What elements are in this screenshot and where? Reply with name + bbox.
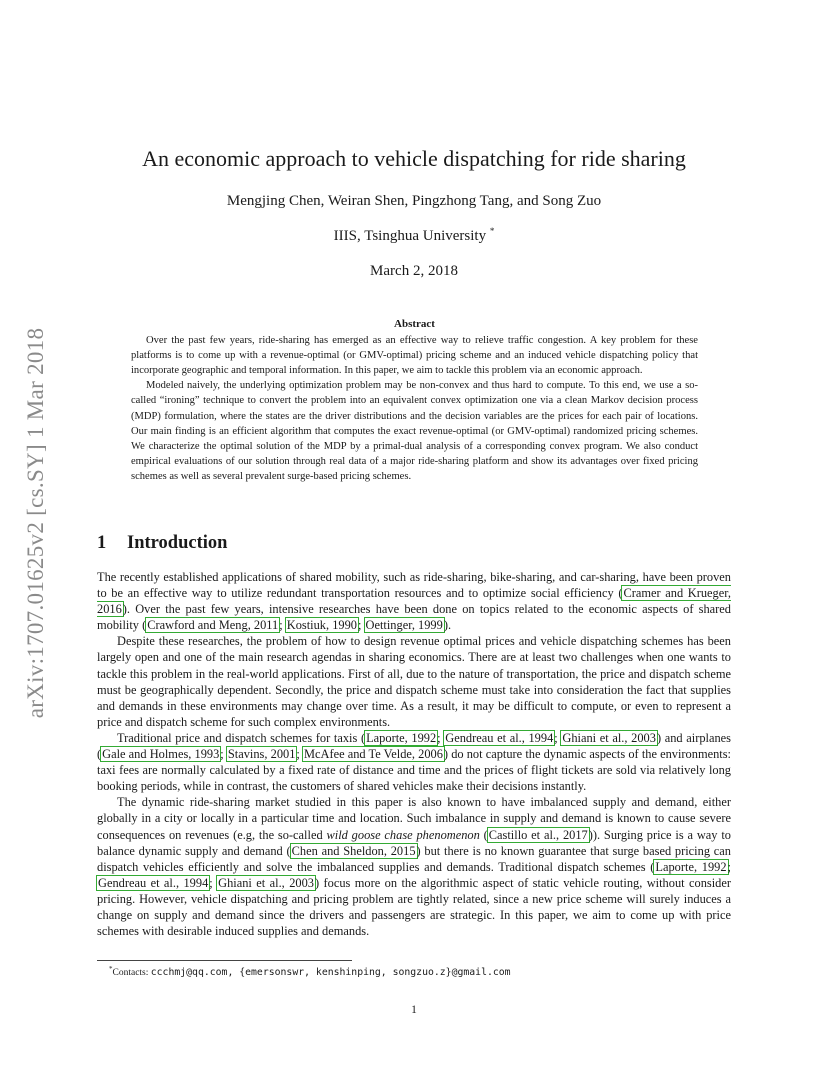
citation-link[interactable]: Ghiani et al., 2003 — [562, 730, 656, 745]
body-paragraph — [97, 730, 731, 794]
citation-link[interactable]: Oettinger, 1999 — [365, 618, 443, 633]
arxiv-identifier: arXiv:1707.01625v2 [cs.SY] 1 Mar 2018 — [23, 327, 48, 719]
citation-link[interactable]: Gale and Holmes, 1993 — [102, 747, 220, 762]
citation-separator: ; — [727, 859, 731, 874]
body-text: )). Surging price is a way to balance dynamic supply and demand ( — [97, 827, 731, 858]
body-text: ). Over the past few years, intensive researches have been done on topics related to the economic aspects of shared mobility ( — [97, 602, 731, 633]
citation-link[interactable]: Kostiuk, 1990 — [286, 618, 357, 633]
citation-separator: ; — [209, 875, 218, 890]
body-text: ) focus more on the algorithmic aspect of static vehicle routing, without consider pricing. However, vehicle dispatching and pricing problem are tightly related, since a new price scheme will surely induces a change on supply and demand since the drivers and passengers are strategic. In this paper, we aim to come up with price schemes with desirable induced supplies and demands. — [97, 875, 731, 939]
body-paragraph — [97, 569, 731, 633]
citation-separator: ; — [220, 747, 227, 762]
body-paragraph — [97, 794, 731, 939]
body-text: Traditional price and dispatch schemes for taxis ( — [117, 730, 366, 745]
paper-title: An economic approach to vehicle dispatching for ride sharing — [142, 146, 686, 171]
footnote-label: Contacts: — [112, 968, 151, 979]
citation-link[interactable]: Gendreau et al., 1994 — [445, 730, 554, 745]
affiliation-name: IIIS, Tsinghua University — [333, 228, 487, 244]
abstract-paragraph: Over the past few years, ride-sharing has emerged as an effective way to relieve traffic congestion. A key problem for these platforms is to come up with a revenue-optimal (or GMV-optimal) pricing scheme and an induced vehicle dispatching policy that incorporate geographic and temporal information. In this paper, we aim to tackle this problem via an economic approach. — [131, 335, 698, 377]
citation-separator: ; — [296, 747, 303, 762]
citation-link[interactable]: Castillo et al., 2017 — [488, 827, 588, 842]
citation-link[interactable]: Chen and Sheldon, 2015 — [291, 843, 416, 858]
abstract — [131, 317, 698, 484]
citation-link[interactable]: Crawford and Meng, 2011 — [147, 618, 279, 633]
page-number: 1 — [411, 1004, 417, 1016]
section-heading — [97, 533, 227, 554]
footnote-marker: * — [109, 965, 113, 973]
body-text: ( — [479, 827, 488, 842]
citation-link[interactable]: Gendreau et al., 1994 — [98, 875, 209, 890]
body-paragraph: Despite these researches, the problem of how to design revenue optimal prices and vehicle dispatching schemes has been largely open and one of the main research agendas in sharing economics. There are at least two challenges when one wants to tackle this problem in the real-world applications. First of all, due to the nature of transportation, the price and dispatch scheme must be geographically dependent. Secondly, the price and dispatch scheme must take into consideration the fact that supplies and demands in these environments may change over time. As a result, it may be difficult to compute, or even to represent a price and dispatch scheme for such complex environments. — [97, 634, 731, 729]
body-text: ) and airplanes ( — [97, 730, 732, 762]
body-text: The recently established applications of shared mobility, such as ride-sharing, bike-sharing, and car-sharing, have been proven to be an effective way to utilize redundant transportation resources and to optimize social efficiency ( — [97, 570, 731, 601]
section-title: Introduction — [127, 533, 228, 553]
citation-link[interactable]: Ghiani et al., 2003 — [218, 875, 314, 890]
contact-emails: ccchmj@qq.com, {emersonswr, kenshinping, songzuo.z}@gmail.com — [150, 967, 511, 979]
citation-separator: ; — [554, 730, 562, 745]
body-text: ) do not capture the dynamic aspects of the environments: taxi fees are normally calculated by a fixed rate of distance and time and the prices of flight tickets are sold via relatively long booking periods, while in contrast, the customers of shared vehicles make their decisions instantly. — [97, 747, 731, 794]
body-text: ) but there is no known guarantee that surge based pricing can dispatch vehicles efficiently and solve the imbalanced supplies and demands. Traditional dispatch schemes ( — [97, 843, 731, 874]
abstract-heading: Abstract — [394, 318, 435, 330]
citation-separator: ; — [279, 618, 286, 633]
abstract-paragraph: Modeled naively, the underlying optimization problem may be non-convex and thus hard to compute. To this end, we use a so-called “ironing” technique to convert the problem into an equivalent convex optimization one via a clean Markov decision process (MDP) formulation, where the states are the driver distributions and the decision variables are the prices for each pair of locations. Our main finding is an efficient algorithm that computes the exact revenue-optimal (or GMV-optimal) randomized pricing schemes. We characterize the optimal solution of the MDP by a primal-dual analysis of a corresponding convex program. We also conduct empirical evaluations of our solution through real data of a major ride-sharing platform and show its advantages over fixed pricing schemes as well as several prevalent surge-based pricing schemes. — [131, 380, 698, 482]
body-text: The dynamic ride-sharing market studied in this paper is also known to have imbalanced supply and demand, either globally in a city or locally in a particular time and location. Such imbalance in supply and demand is known to cause severe consequences on revenues (e.g, the so-called — [97, 795, 731, 842]
emphasized-term: wild goose chase phenomenon — [326, 827, 480, 842]
citation-link[interactable]: McAfee and Te Velde, 2006 — [304, 747, 443, 762]
body-text: ). — [443, 618, 452, 633]
section-number: 1 — [97, 533, 107, 553]
section-body — [97, 569, 731, 939]
author-list: Mengjing Chen, Weiran Shen, Pingzhong Tang, and Song Zuo — [226, 193, 602, 209]
citation-separator: ; — [357, 618, 365, 633]
footnote-divider — [97, 960, 352, 961]
citation-separator: ; — [437, 730, 445, 745]
affiliation — [0, 226, 828, 245]
footnote-marker: * — [489, 226, 495, 236]
footnote — [109, 965, 511, 978]
citation-link[interactable]: Stavins, 2001 — [227, 747, 296, 762]
citation-link[interactable]: Cramer and Krueger, 2016 — [97, 586, 731, 617]
citation-link[interactable]: Laporte, 1992 — [366, 730, 437, 745]
paper-date: March 2, 2018 — [370, 263, 458, 279]
citation-link[interactable]: Laporte, 1992 — [655, 859, 727, 874]
